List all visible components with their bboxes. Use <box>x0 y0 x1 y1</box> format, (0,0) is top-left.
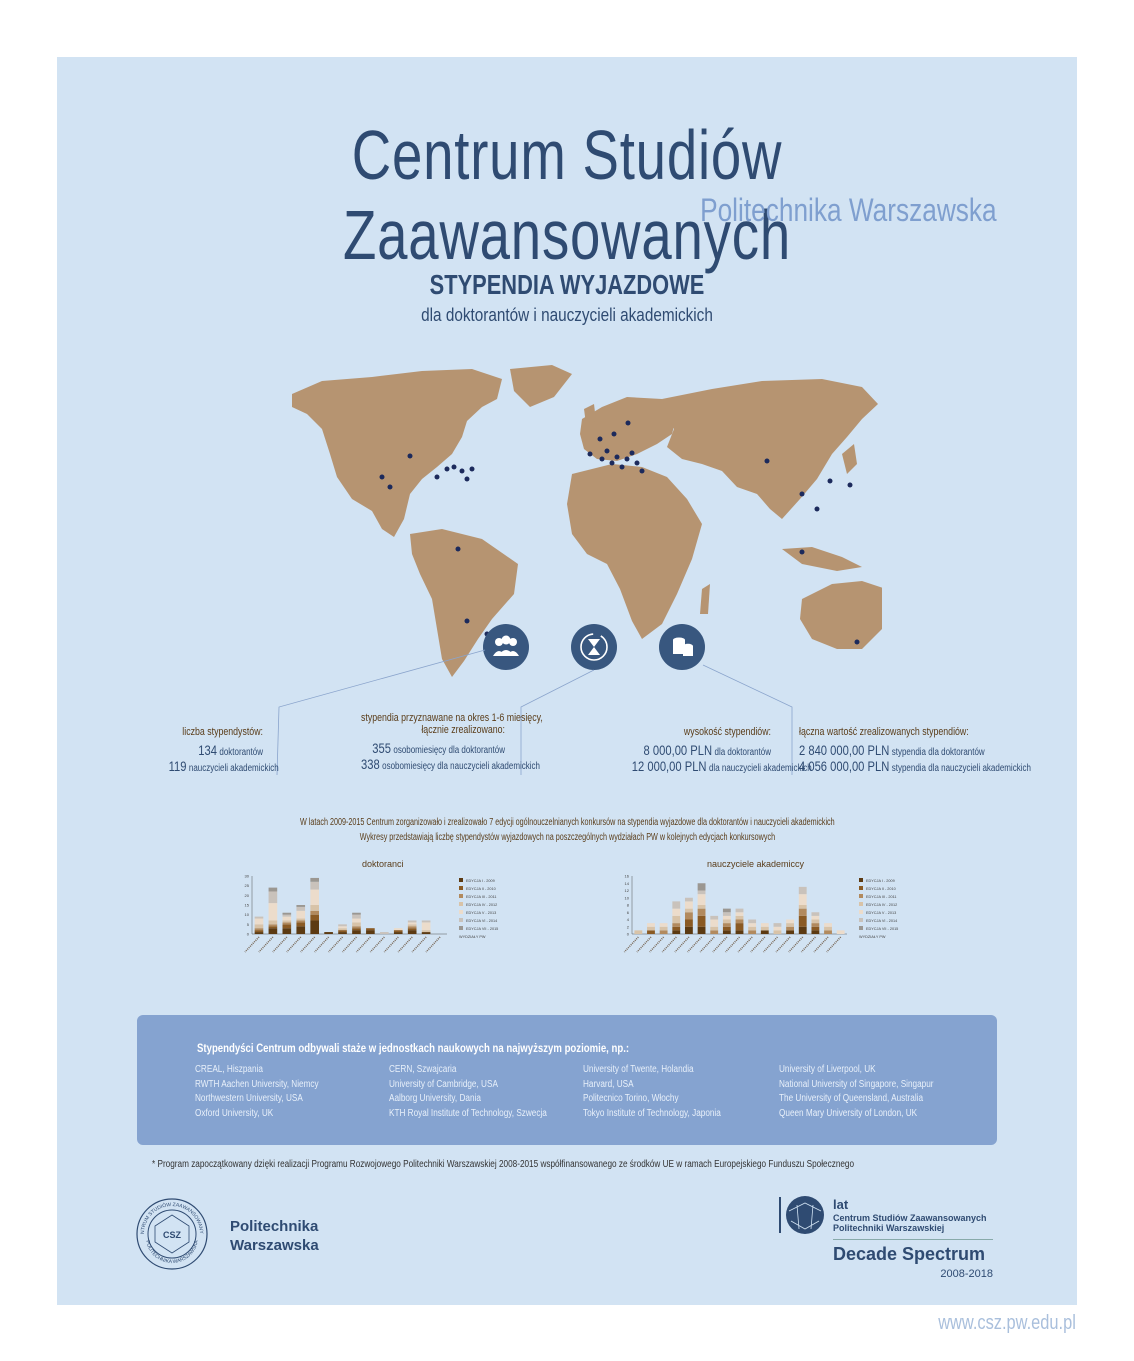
bar-segment <box>824 927 832 931</box>
bar-segment <box>786 920 794 924</box>
bar-segment <box>352 926 361 928</box>
stat-duration-label-2: łącznie zrealizowano: <box>421 724 505 736</box>
bar-segment <box>255 919 264 925</box>
x-tick-label <box>259 937 273 952</box>
legend-label: EDYCJA I - 2009 <box>866 878 895 883</box>
bar-segment <box>310 911 319 915</box>
x-tick-label <box>412 937 426 952</box>
bar-segment <box>710 927 718 931</box>
bar-segment <box>723 930 731 934</box>
legend-label: EDYCJA II - 2010 <box>466 886 496 891</box>
legend-swatch <box>859 878 863 882</box>
x-tick-label <box>384 937 398 952</box>
legend-swatch <box>859 926 863 930</box>
x-tick-label <box>700 937 714 952</box>
x-tick-label <box>287 937 301 952</box>
bar-segment <box>736 912 744 916</box>
stat-amount-unit-2: dla nauczycieli akademickich <box>708 763 812 774</box>
website-url[interactable]: www.csz.pw.edu.pl <box>938 1312 1076 1334</box>
bar-segment <box>811 923 819 927</box>
x-tick-label <box>675 937 689 952</box>
ds-name-line1: Centrum Studiów Zaawansowanych <box>833 1213 987 1223</box>
bar-segment <box>761 923 769 927</box>
bar-segment <box>736 920 744 924</box>
y-tick-label: 6 <box>626 909 629 915</box>
bar-segment <box>310 878 319 882</box>
y-tick-label: 14 <box>624 880 629 886</box>
bar-segment <box>255 917 264 919</box>
bar-segment <box>338 924 347 926</box>
bar-segment <box>408 930 417 934</box>
stat-people-value-1: 134 <box>198 742 217 758</box>
y-tick-label: 10 <box>244 912 249 918</box>
x-tick-label <box>789 937 803 952</box>
bar-segment <box>394 930 403 932</box>
ds-lat: lat <box>833 1197 849 1212</box>
legend-swatch <box>859 894 863 898</box>
bar-segment <box>296 922 305 926</box>
y-tick-label: 20 <box>244 892 249 898</box>
bar-segment <box>672 923 680 927</box>
bar-segment <box>408 922 417 924</box>
bar-segment <box>352 928 361 930</box>
bar-segment <box>269 891 278 903</box>
legend-swatch <box>459 878 463 882</box>
legend-swatch <box>459 918 463 922</box>
institution: Northwestern University, USA <box>195 1093 303 1104</box>
stat-people-unit-1: doktorantów <box>219 747 263 758</box>
bar-segment <box>748 930 756 934</box>
bar-segment <box>352 915 361 919</box>
bar-segment <box>408 926 417 928</box>
bar-segment <box>422 932 431 934</box>
stat-total <box>799 726 1059 774</box>
page-subtitle: Politechnika Warszawska <box>700 192 997 228</box>
bar-segment <box>422 920 431 922</box>
bar-segment <box>748 923 756 927</box>
x-tick-label <box>827 937 841 952</box>
y-tick-label: 2 <box>626 924 629 930</box>
x-tick-label <box>776 937 790 952</box>
bar-segment <box>269 924 278 926</box>
bar-segment <box>352 930 361 934</box>
x-tick-label <box>315 937 329 952</box>
bar-segment <box>811 912 819 916</box>
bar-segment <box>660 923 668 927</box>
bar-segment <box>296 911 305 919</box>
institutions-heading: Stypendyści Centrum odbywali staże w jednostkach naukowych na najwyższym poziomie, np.: <box>197 1041 630 1055</box>
bar-segment <box>736 909 744 913</box>
bar-segment <box>255 932 264 934</box>
y-tick-label: 10 <box>624 895 629 901</box>
stat-amount-unit-1: dla doktorantów <box>714 747 771 758</box>
ds-years: 2008-2018 <box>940 1268 993 1280</box>
page-title: Centrum Studiów Zaawansowanych <box>343 116 791 274</box>
bar-segment <box>422 922 431 930</box>
bar-segment <box>269 903 278 920</box>
x-tick-label <box>370 937 384 952</box>
x-tick-label <box>688 937 702 952</box>
pw-logo <box>230 1217 319 1255</box>
bar-segment <box>786 927 794 931</box>
bar-segment <box>672 909 680 916</box>
bar-segment <box>774 930 782 934</box>
csz-seal-logo <box>135 1197 209 1271</box>
bar-segment <box>352 913 361 915</box>
bar-segment <box>310 905 319 911</box>
bar-segment <box>310 882 319 890</box>
institutions-column-3 <box>583 1063 721 1121</box>
bar-segment <box>255 924 264 928</box>
pw-logo-line1: Politechnika <box>230 1218 319 1235</box>
connector-lines <box>57 57 1077 797</box>
svg-text:CENTRUM STUDIÓW ZAAWANSOWANYCH <box>135 1197 204 1235</box>
bar-segment <box>283 915 292 917</box>
legend-label: EDYCJA V - 2013 <box>466 910 497 915</box>
bar-segment <box>296 907 305 911</box>
legend-label: WYDZIAŁY PW <box>459 934 486 939</box>
x-tick-label <box>245 937 259 952</box>
x-tick-label <box>726 937 740 952</box>
bar-segment <box>283 913 292 915</box>
bar-segment <box>685 927 693 934</box>
institution: Aalborg University, Dania <box>389 1093 481 1104</box>
x-tick-label <box>329 937 343 952</box>
stat-amount-label: wysokość stypendiów: <box>683 726 771 738</box>
legend-label: EDYCJA II - 2010 <box>866 886 896 891</box>
y-tick-label: 0 <box>246 931 249 937</box>
stat-duration <box>325 712 543 772</box>
ds-name <box>833 1213 987 1233</box>
bar-segment <box>672 927 680 931</box>
stat-amount <box>597 726 812 774</box>
bar-segment <box>269 928 278 934</box>
bar-segment <box>698 905 706 909</box>
stat-total-value-2: 4 056 000,00 PLN <box>799 758 890 774</box>
x-tick-label <box>273 937 287 952</box>
bar-segment <box>672 930 680 934</box>
y-tick-label: 8 <box>626 902 629 908</box>
legend-swatch <box>859 886 863 890</box>
decade-spectrum-logo <box>777 1193 997 1283</box>
legend-label: EDYCJA V - 2013 <box>866 910 897 915</box>
ds-name-line2: Politechniki Warszawskiej <box>833 1223 945 1233</box>
bar-segment <box>736 930 744 934</box>
chart-doktoranci <box>232 872 532 992</box>
bar-segment <box>324 932 333 934</box>
charts-intro-line1: W latach 2009-2015 Centrum zorganizowało i zrealizowało 7 edycji ogólnouczelnianych konkursów na stypendia wyjazdowe dla doktorantów i nauczycieli akademickich <box>299 817 835 828</box>
legend-label: EDYCJA I - 2009 <box>466 878 495 883</box>
bar-segment <box>723 927 731 931</box>
bar-segment <box>748 927 756 931</box>
bar-segment <box>338 926 347 928</box>
legend-label: EDYCJA VI - 2014 <box>466 918 498 923</box>
y-tick-label: 15 <box>244 902 249 908</box>
bar-segment <box>672 916 680 923</box>
bar-segment <box>269 920 278 924</box>
chart-1-title: doktoranci <box>362 859 404 869</box>
bar-segment <box>283 924 292 928</box>
x-tick-label <box>763 937 777 952</box>
bar-segment <box>685 912 693 919</box>
bar-segment <box>736 923 744 930</box>
bar-segment <box>672 901 680 908</box>
bar-segment <box>723 920 731 924</box>
bar-segment <box>774 927 782 931</box>
bar-segment <box>660 927 668 931</box>
bar-segment <box>394 932 403 934</box>
bar-segment <box>310 920 319 934</box>
stat-people-value-2: 119 <box>168 758 187 774</box>
charts-intro-line2: Wykresy przedstawiają liczbę stypendystów wyjazdowych na poszczególnych wydziałach PW w kolejnych edycjach konkursowych <box>359 832 775 843</box>
bar-segment <box>698 894 706 905</box>
y-tick-label: 5 <box>246 921 249 927</box>
bar-segment <box>408 924 417 926</box>
ds-divider <box>833 1239 993 1240</box>
bar-segment <box>255 928 264 930</box>
bar-segment <box>824 930 832 934</box>
institution: University of Twente, Holandia <box>583 1064 694 1075</box>
bar-segment <box>799 927 807 934</box>
bar-segment <box>296 919 305 921</box>
legend-label: EDYCJA VII - 2015 <box>466 926 499 931</box>
legend-label: EDYCJA VII - 2015 <box>866 926 899 931</box>
stat-duration-unit-1: osobomiesięcy dla doktorantów <box>393 745 505 756</box>
bar-segment <box>811 927 819 931</box>
bar-segment <box>269 888 278 892</box>
bar-segment <box>338 932 347 934</box>
bar-segment <box>647 930 655 934</box>
institution: Queen Mary University of London, UK <box>779 1107 918 1119</box>
decade-10-icon <box>777 1193 831 1237</box>
y-tick-label: 16 <box>624 873 629 879</box>
legend-swatch <box>859 902 863 906</box>
stat-people <box>145 726 279 774</box>
bar-segment <box>685 920 693 927</box>
bar-segment <box>366 928 375 930</box>
stat-amount-value-2: 12 000,00 PLN <box>631 758 707 774</box>
stat-duration-value-1: 355 <box>372 740 391 756</box>
bar-segment <box>660 930 668 934</box>
legend-swatch <box>459 886 463 890</box>
bar-segment <box>380 932 389 934</box>
legend-swatch <box>459 902 463 906</box>
x-tick-label <box>713 937 727 952</box>
stat-duration-label-1: stypendia przyznawane na okres 1-6 miesięcy, <box>361 712 543 724</box>
bar-segment <box>408 928 417 930</box>
x-tick-label <box>801 937 815 952</box>
institutions-column-4 <box>779 1063 934 1121</box>
bar-segment <box>685 898 693 902</box>
y-tick-label: 0 <box>626 931 629 937</box>
bar-segment <box>647 927 655 931</box>
bar-segment <box>710 930 718 934</box>
stat-people-label: liczba stypendystów: <box>182 726 263 738</box>
bar-segment <box>296 920 305 922</box>
institution: University of Cambridge, USA <box>389 1078 498 1090</box>
legend-swatch <box>859 910 863 914</box>
bar-segment <box>310 890 319 905</box>
bar-segment <box>698 916 706 927</box>
institution: KTH Royal Institute of Technology, Szwecja <box>389 1107 547 1119</box>
x-tick-label <box>624 937 638 952</box>
bar-segment <box>422 930 431 932</box>
chart-nauczyciele <box>612 872 922 992</box>
section-subtitle: dla doktorantów i nauczycieli akademickich <box>421 305 713 325</box>
legend-swatch <box>459 910 463 914</box>
legend-label: EDYCJA VI - 2014 <box>866 918 898 923</box>
bar-segment <box>698 891 706 895</box>
bar-segment <box>269 926 278 928</box>
bar-segment <box>366 930 375 934</box>
x-tick-label <box>814 937 828 952</box>
bar-segment <box>723 923 731 927</box>
institution: The University of Queensland, Australia <box>779 1093 924 1104</box>
x-tick-label <box>738 937 752 952</box>
svg-text:POLITECHNIKA WARSZAWSKA <box>144 1239 200 1265</box>
bar-segment <box>761 927 769 931</box>
footnote: * Program zapoczątkowany dzięki realizacji Programu Rozwojowego Politechniki Warszawskiej 2008-2015 współfinansowanego ze środków UE w ramach Europejskiego Funduszu Społecznego <box>152 1159 855 1170</box>
legend-swatch <box>459 894 463 898</box>
x-tick-label <box>356 937 370 952</box>
bar-segment <box>408 920 417 922</box>
institution: Tokyo Institute of Technology, Japonia <box>583 1107 721 1119</box>
x-tick-label <box>301 937 315 952</box>
x-tick-label <box>342 937 356 952</box>
bar-segment <box>685 909 693 913</box>
bar-segment <box>799 916 807 927</box>
bar-segment <box>647 923 655 927</box>
stat-total-label: łączna wartość zrealizowanych stypendiów: <box>799 726 969 738</box>
bar-segment <box>811 916 819 920</box>
institution: CREAL, Hiszpania <box>195 1064 263 1075</box>
bar-segment <box>698 909 706 916</box>
stat-duration-value-2: 338 <box>361 756 380 772</box>
stat-total-value-1: 2 840 000,00 PLN <box>799 742 890 758</box>
chart-2-title: nauczyciele akademiccy <box>707 859 805 869</box>
bar-segment <box>736 916 744 920</box>
bar-segment <box>352 919 361 923</box>
bar-segment <box>799 894 807 905</box>
stat-duration-unit-2: osobomiesięcy dla nauczycieli akademickich <box>382 761 540 772</box>
seal-bottom-text: POLITECHNIKA WARSZAWSKA <box>144 1239 200 1266</box>
bar-segment <box>799 909 807 916</box>
legend-label: EDYCJA III - 2011 <box>866 894 897 899</box>
legend-swatch <box>459 926 463 930</box>
institution: Politecnico Torino, Włochy <box>583 1093 679 1104</box>
y-tick-label: 30 <box>244 873 249 879</box>
institution: University of Liverpool, UK <box>779 1064 876 1075</box>
bar-segment <box>296 926 305 934</box>
x-tick-label <box>398 937 412 952</box>
stat-total-unit-2: stypendia dla nauczycieli akademickich <box>891 763 1031 774</box>
institutions-column-1 <box>195 1063 319 1121</box>
x-tick-label <box>426 937 440 952</box>
legend-label: EDYCJA IV - 2012 <box>866 902 898 907</box>
bar-segment <box>698 927 706 934</box>
x-tick-label <box>650 937 664 952</box>
bar-segment <box>283 920 292 922</box>
bar-segment <box>310 915 319 921</box>
ds-title: Decade Spectrum <box>833 1244 986 1264</box>
bar-segment <box>338 928 347 930</box>
bar-segment <box>786 923 794 927</box>
bar-segment <box>283 922 292 924</box>
bar-segment <box>811 930 819 934</box>
stat-people-unit-2: nauczycieli akademickich <box>188 763 279 774</box>
institutions-column-2 <box>389 1063 547 1121</box>
bar-segment <box>761 930 769 934</box>
x-tick-label <box>662 937 676 952</box>
poster <box>57 57 1077 1305</box>
institution: CERN, Szwajcaria <box>389 1064 457 1075</box>
seal-top-text: NTRUM STUDIÓW ZAAWANSOWANY <box>139 1201 205 1235</box>
bar-segment <box>723 912 731 916</box>
y-tick-label: 4 <box>626 917 629 922</box>
stat-total-unit-1: stypendia dla doktorantów <box>891 747 985 758</box>
section-title: STYPENDIA WYJAZDOWE <box>429 269 705 300</box>
bar-segment <box>255 930 264 932</box>
bar-segment <box>837 930 845 934</box>
bar-segment <box>283 928 292 934</box>
bar-segment <box>723 916 731 920</box>
institutions-box <box>137 1015 997 1145</box>
institution: National University of Singapore, Singapur <box>779 1078 934 1090</box>
bar-segment <box>338 930 347 932</box>
y-tick-label: 25 <box>244 883 249 889</box>
bar-segment <box>698 883 706 890</box>
seal-center-text: CSZ <box>163 1230 181 1240</box>
bar-segment <box>352 922 361 926</box>
bar-segment <box>283 917 292 921</box>
bar-segment <box>786 930 794 934</box>
bar-segment <box>634 930 642 934</box>
bar-segment <box>394 928 403 930</box>
bar-segment <box>685 901 693 908</box>
institution: Oxford University, UK <box>195 1107 274 1119</box>
bar-segment <box>723 909 731 913</box>
bar-segment <box>799 905 807 909</box>
bar-segment <box>710 920 718 927</box>
legend-label: EDYCJA III - 2011 <box>466 894 497 899</box>
bar-segment <box>774 923 782 927</box>
bar-segment <box>296 905 305 907</box>
bar-segment <box>748 920 756 924</box>
y-tick-label: 12 <box>624 888 629 893</box>
institution: Harvard, USA <box>583 1078 634 1090</box>
stat-amount-value-1: 8 000,00 PLN <box>643 742 713 758</box>
bar-segment <box>824 923 832 927</box>
x-tick-label <box>637 937 651 952</box>
bar-segment <box>710 916 718 920</box>
pw-logo-line2: Warszawska <box>230 1237 319 1254</box>
x-tick-label <box>751 937 765 952</box>
legend-label: EDYCJA IV - 2012 <box>466 902 498 907</box>
legend-swatch <box>859 918 863 922</box>
legend-label: WYDZIAŁY PW <box>859 934 886 939</box>
institution: RWTH Aachen University, Niemcy <box>195 1078 319 1090</box>
bar-segment <box>799 887 807 894</box>
bar-segment <box>811 920 819 924</box>
